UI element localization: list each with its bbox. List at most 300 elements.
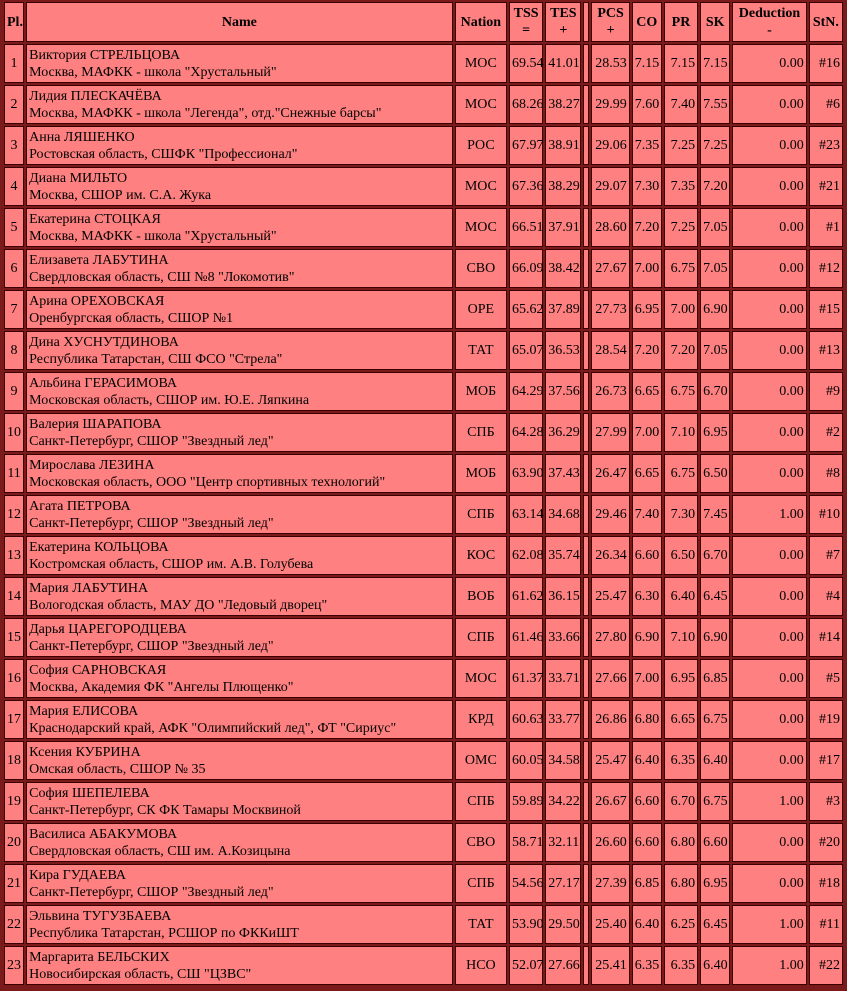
tes-cell: 36.53 <box>545 331 581 370</box>
tss-cell: 64.28 <box>509 413 543 452</box>
nation-cell: МОБ <box>455 454 507 493</box>
nation-cell: МОС <box>455 167 507 206</box>
pcs-cell: 25.40 <box>591 905 629 944</box>
deduction-cell: 0.00 <box>732 700 806 739</box>
skater-club: Москва, МАФКК - школа "Легенда", отд."Снежные барсы" <box>29 105 382 121</box>
place-cell: 15 <box>4 618 24 657</box>
header-tes <box>545 2 581 42</box>
skater-cell <box>26 372 453 411</box>
sk-cell: 6.45 <box>700 577 730 616</box>
skater-cell <box>26 659 453 698</box>
tes-cell: 35.74 <box>545 536 581 575</box>
sk-cell: 6.45 <box>700 905 730 944</box>
skater-club: Москва, МАФКК - школа "Хрустальный" <box>29 228 277 244</box>
tes-cell: 37.91 <box>545 208 581 247</box>
place-cell: 10 <box>4 413 24 452</box>
co-cell: 6.40 <box>632 741 662 780</box>
skater-name: Василиса АБАКУМОВА <box>29 826 178 842</box>
sk-cell: 7.55 <box>700 85 730 124</box>
header-pcs <box>591 2 629 42</box>
nation-cell: МОС <box>455 208 507 247</box>
table-row <box>4 208 843 247</box>
place-cell: 16 <box>4 659 24 698</box>
skater-club: Свердловская область, СШ им. А.Козицына <box>29 843 291 859</box>
pr-cell: 7.20 <box>664 331 698 370</box>
tss-cell: 66.09 <box>509 249 543 288</box>
tes-cell: 32.11 <box>545 823 581 862</box>
spacer-cell <box>583 782 589 821</box>
deduction-cell: 0.00 <box>732 331 806 370</box>
skater-cell <box>26 167 453 206</box>
table-row <box>4 331 843 370</box>
start-number-cell: #18 <box>809 864 843 903</box>
skater-name: Мирослава ЛЕЗИНА <box>29 457 155 473</box>
skater-cell <box>26 823 453 862</box>
pcs-cell: 25.41 <box>591 946 629 985</box>
tss-cell: 63.90 <box>509 454 543 493</box>
deduction-cell: 0.00 <box>732 85 806 124</box>
tss-cell: 67.97 <box>509 126 543 165</box>
sk-cell: 7.05 <box>700 249 730 288</box>
table-row <box>4 454 843 493</box>
header-tes-label: TES <box>550 6 577 21</box>
skater-cell <box>26 700 453 739</box>
pcs-cell: 26.60 <box>591 823 629 862</box>
spacer-cell <box>583 372 589 411</box>
table-row <box>4 44 843 83</box>
header-spacer <box>583 2 589 42</box>
pcs-cell: 27.66 <box>591 659 629 698</box>
skater-name: Дарья ЦАРЕГОРОДЦЕВА <box>29 621 187 637</box>
sk-cell: 6.60 <box>700 823 730 862</box>
table-row <box>4 659 843 698</box>
pr-cell: 7.15 <box>664 44 698 83</box>
place-cell: 19 <box>4 782 24 821</box>
skater-club: Республика Татарстан, СШ ФСО "Стрела" <box>29 351 283 367</box>
skater-club: Новосибирская область, СШ "ЦЗВС" <box>29 966 252 982</box>
skater-name: Агата ПЕТРОВА <box>29 498 131 514</box>
pr-cell: 7.25 <box>664 126 698 165</box>
spacer-cell <box>583 44 589 83</box>
skater-name: София ШЕПЕЛЕВА <box>29 785 150 801</box>
tes-cell: 34.22 <box>545 782 581 821</box>
place-cell: 11 <box>4 454 24 493</box>
sk-cell: 6.50 <box>700 454 730 493</box>
header-tss-sign: = <box>522 23 531 38</box>
skater-club: Омская область, СШОР № 35 <box>29 761 206 777</box>
tss-cell: 65.07 <box>509 331 543 370</box>
spacer-cell <box>583 577 589 616</box>
sk-cell: 7.20 <box>700 167 730 206</box>
spacer-cell <box>583 946 589 985</box>
tes-cell: 37.89 <box>545 290 581 329</box>
pcs-cell: 27.99 <box>591 413 629 452</box>
deduction-cell: 1.00 <box>732 905 806 944</box>
nation-cell: СПБ <box>455 782 507 821</box>
pcs-cell: 27.73 <box>591 290 629 329</box>
place-cell: 5 <box>4 208 24 247</box>
co-cell: 7.00 <box>632 413 662 452</box>
skater-name: Мария ЕЛИСОВА <box>29 703 139 719</box>
pcs-cell: 28.54 <box>591 331 629 370</box>
skater-club: Санкт-Петербург, СК ФК Тамары Москвиной <box>29 802 301 818</box>
pcs-cell: 28.60 <box>591 208 629 247</box>
skater-cell <box>26 536 453 575</box>
co-cell: 7.60 <box>632 85 662 124</box>
place-cell: 14 <box>4 577 24 616</box>
results-table <box>2 0 845 987</box>
sk-cell: 6.85 <box>700 659 730 698</box>
tes-cell: 27.17 <box>545 864 581 903</box>
tss-cell: 65.62 <box>509 290 543 329</box>
sk-cell: 7.05 <box>700 331 730 370</box>
tss-cell: 58.71 <box>509 823 543 862</box>
nation-cell: МОС <box>455 659 507 698</box>
tes-cell: 37.56 <box>545 372 581 411</box>
start-number-cell: #15 <box>809 290 843 329</box>
spacer-cell <box>583 700 589 739</box>
tss-cell: 59.89 <box>509 782 543 821</box>
start-number-cell: #6 <box>809 85 843 124</box>
nation-cell: КОС <box>455 536 507 575</box>
deduction-cell: 0.00 <box>732 126 806 165</box>
start-number-cell: #7 <box>809 536 843 575</box>
nation-cell: СПБ <box>455 495 507 534</box>
co-cell: 7.15 <box>632 44 662 83</box>
skater-name: Ксения КУБРИНА <box>29 744 141 760</box>
pr-cell: 6.75 <box>664 372 698 411</box>
place-cell: 23 <box>4 946 24 985</box>
sk-cell: 6.90 <box>700 290 730 329</box>
header-tss-label: TSS <box>513 6 539 21</box>
deduction-cell: 0.00 <box>732 44 806 83</box>
nation-cell: СПБ <box>455 413 507 452</box>
skater-name: София САРНОВСКАЯ <box>29 662 167 678</box>
skater-cell <box>26 413 453 452</box>
skater-club: Московская область, ООО "Центр спортивных технологий" <box>29 474 386 490</box>
tes-cell: 27.66 <box>545 946 581 985</box>
co-cell: 6.60 <box>632 536 662 575</box>
deduction-cell: 0.00 <box>732 249 806 288</box>
pr-cell: 6.35 <box>664 741 698 780</box>
tss-cell: 62.08 <box>509 536 543 575</box>
spacer-cell <box>583 290 589 329</box>
table-row <box>4 577 843 616</box>
skater-name: Эльвина ТУГУЗБАЕВА <box>29 908 172 924</box>
header-stn: StN. <box>809 2 843 42</box>
skater-club: Московская область, СШОР им. Ю.Е. Ляпкина <box>29 392 310 408</box>
nation-cell: ТАТ <box>455 331 507 370</box>
start-number-cell: #11 <box>809 905 843 944</box>
header-pcs-label: PCS <box>597 6 624 21</box>
co-cell: 7.30 <box>632 167 662 206</box>
pcs-cell: 29.07 <box>591 167 629 206</box>
skater-cell <box>26 905 453 944</box>
skater-cell <box>26 85 453 124</box>
place-cell: 12 <box>4 495 24 534</box>
skater-name: Маргарита БЕЛЬСКИХ <box>29 949 170 965</box>
table-row <box>4 413 843 452</box>
table-row <box>4 700 843 739</box>
sk-cell: 6.90 <box>700 618 730 657</box>
start-number-cell: #8 <box>809 454 843 493</box>
tss-cell: 52.07 <box>509 946 543 985</box>
tes-cell: 33.77 <box>545 700 581 739</box>
tss-cell: 66.51 <box>509 208 543 247</box>
co-cell: 6.95 <box>632 290 662 329</box>
header-deduction-sign: - <box>767 23 772 38</box>
skater-cell <box>26 946 453 985</box>
table-row <box>4 495 843 534</box>
skater-cell <box>26 126 453 165</box>
spacer-cell <box>583 126 589 165</box>
pcs-cell: 25.47 <box>591 577 629 616</box>
skater-name: Арина ОРЕХОВСКАЯ <box>29 293 165 309</box>
pcs-cell: 25.47 <box>591 741 629 780</box>
co-cell: 7.20 <box>632 331 662 370</box>
skater-name: Екатерина КОЛЬЦОВА <box>29 539 169 555</box>
skater-club: Москва, СШОР им. С.А. Жука <box>29 187 212 203</box>
deduction-cell: 0.00 <box>732 372 806 411</box>
place-cell: 7 <box>4 290 24 329</box>
pcs-cell: 28.53 <box>591 44 629 83</box>
pr-cell: 7.35 <box>664 167 698 206</box>
tes-cell: 36.15 <box>545 577 581 616</box>
skater-name: Дина ХУСНУТДИНОВА <box>29 334 179 350</box>
tes-cell: 38.42 <box>545 249 581 288</box>
table-row <box>4 741 843 780</box>
skater-cell <box>26 454 453 493</box>
pr-cell: 6.80 <box>664 864 698 903</box>
skater-cell <box>26 618 453 657</box>
header-co: CO <box>632 2 662 42</box>
table-row <box>4 618 843 657</box>
co-cell: 6.30 <box>632 577 662 616</box>
sk-cell: 7.25 <box>700 126 730 165</box>
table-row <box>4 864 843 903</box>
spacer-cell <box>583 864 589 903</box>
pcs-cell: 29.46 <box>591 495 629 534</box>
place-cell: 2 <box>4 85 24 124</box>
header-sk: SK <box>700 2 730 42</box>
skater-cell <box>26 249 453 288</box>
spacer-cell <box>583 823 589 862</box>
tes-cell: 34.68 <box>545 495 581 534</box>
sk-cell: 6.95 <box>700 413 730 452</box>
deduction-cell: 0.00 <box>732 413 806 452</box>
skater-cell <box>26 290 453 329</box>
skater-club: Свердловская область, СШ №8 "Локомотив" <box>29 269 295 285</box>
spacer-cell <box>583 495 589 534</box>
skater-club: Краснодарский край, АФК "Олимпийский лед", ФТ "Сириус" <box>29 720 397 736</box>
header-row <box>4 2 843 42</box>
skater-cell <box>26 577 453 616</box>
place-cell: 13 <box>4 536 24 575</box>
nation-cell: ОМС <box>455 741 507 780</box>
place-cell: 9 <box>4 372 24 411</box>
spacer-cell <box>583 167 589 206</box>
sk-cell: 7.15 <box>700 44 730 83</box>
sk-cell: 6.95 <box>700 864 730 903</box>
skater-club: Костромская область, СШОР им. А.В. Голубева <box>29 556 314 572</box>
nation-cell: ТАТ <box>455 905 507 944</box>
co-cell: 7.35 <box>632 126 662 165</box>
tss-cell: 69.54 <box>509 44 543 83</box>
spacer-cell <box>583 85 589 124</box>
tss-cell: 61.46 <box>509 618 543 657</box>
skater-club: Республика Татарстан, РСШОР по ФККиШТ <box>29 925 299 941</box>
start-number-cell: #23 <box>809 126 843 165</box>
co-cell: 7.00 <box>632 659 662 698</box>
tes-cell: 33.66 <box>545 618 581 657</box>
skater-club: Санкт-Петербург, СШОР "Звездный лед" <box>29 433 274 449</box>
co-cell: 6.40 <box>632 905 662 944</box>
start-number-cell: #3 <box>809 782 843 821</box>
pr-cell: 7.40 <box>664 85 698 124</box>
tss-cell: 53.90 <box>509 905 543 944</box>
pr-cell: 6.95 <box>664 659 698 698</box>
sk-cell: 6.70 <box>700 372 730 411</box>
pcs-cell: 27.39 <box>591 864 629 903</box>
tss-cell: 60.05 <box>509 741 543 780</box>
pr-cell: 6.65 <box>664 700 698 739</box>
place-cell: 3 <box>4 126 24 165</box>
header-nation: Nation <box>455 2 507 42</box>
co-cell: 7.00 <box>632 249 662 288</box>
start-number-cell: #20 <box>809 823 843 862</box>
co-cell: 6.60 <box>632 823 662 862</box>
sk-cell: 6.40 <box>700 946 730 985</box>
skater-club: Ростовская область, СШФК "Профессионал" <box>29 146 298 162</box>
tss-cell: 61.62 <box>509 577 543 616</box>
skater-club: Санкт-Петербург, СШОР "Звездный лед" <box>29 884 274 900</box>
tes-cell: 37.43 <box>545 454 581 493</box>
pr-cell: 6.35 <box>664 946 698 985</box>
co-cell: 6.65 <box>632 372 662 411</box>
spacer-cell <box>583 905 589 944</box>
skater-name: Анна ЛЯШЕНКО <box>29 129 135 145</box>
tes-cell: 41.01 <box>545 44 581 83</box>
nation-cell: СПБ <box>455 864 507 903</box>
header-tss <box>509 2 543 42</box>
skater-name: Кира ГУДАЕВА <box>29 867 127 883</box>
pcs-cell: 27.80 <box>591 618 629 657</box>
tss-cell: 68.26 <box>509 85 543 124</box>
skater-cell <box>26 864 453 903</box>
place-cell: 8 <box>4 331 24 370</box>
place-cell: 1 <box>4 44 24 83</box>
table-row <box>4 85 843 124</box>
pcs-cell: 26.34 <box>591 536 629 575</box>
spacer-cell <box>583 208 589 247</box>
place-cell: 4 <box>4 167 24 206</box>
pr-cell: 7.10 <box>664 618 698 657</box>
start-number-cell: #2 <box>809 413 843 452</box>
skater-name: Валерия ШАРАПОВА <box>29 416 162 432</box>
deduction-cell: 0.00 <box>732 577 806 616</box>
deduction-cell: 0.00 <box>732 167 806 206</box>
skater-name: Елизавета ЛАБУТИНА <box>29 252 169 268</box>
deduction-cell: 1.00 <box>732 946 806 985</box>
pcs-cell: 26.67 <box>591 782 629 821</box>
header-pcs-sign: + <box>606 23 615 38</box>
co-cell: 6.35 <box>632 946 662 985</box>
nation-cell: МОБ <box>455 372 507 411</box>
table-row <box>4 823 843 862</box>
header-deduction-label: Deduction <box>738 6 801 21</box>
sk-cell: 6.75 <box>700 782 730 821</box>
pr-cell: 6.80 <box>664 823 698 862</box>
place-cell: 18 <box>4 741 24 780</box>
start-number-cell: #21 <box>809 167 843 206</box>
spacer-cell <box>583 331 589 370</box>
spacer-cell <box>583 454 589 493</box>
table-row <box>4 782 843 821</box>
start-number-cell: #17 <box>809 741 843 780</box>
place-cell: 20 <box>4 823 24 862</box>
header-tes-sign: + <box>559 23 568 38</box>
nation-cell: РОС <box>455 126 507 165</box>
table-row <box>4 946 843 985</box>
deduction-cell: 0.00 <box>732 536 806 575</box>
start-number-cell: #13 <box>809 331 843 370</box>
tss-cell: 64.29 <box>509 372 543 411</box>
pcs-cell: 26.47 <box>591 454 629 493</box>
skater-name: Екатерина СТОЦКАЯ <box>29 211 161 227</box>
deduction-cell: 1.00 <box>732 495 806 534</box>
start-number-cell: #14 <box>809 618 843 657</box>
deduction-cell: 0.00 <box>732 659 806 698</box>
tes-cell: 29.50 <box>545 905 581 944</box>
spacer-cell <box>583 741 589 780</box>
nation-cell: СВО <box>455 823 507 862</box>
pr-cell: 6.25 <box>664 905 698 944</box>
pr-cell: 7.25 <box>664 208 698 247</box>
pcs-cell: 29.06 <box>591 126 629 165</box>
pr-cell: 6.70 <box>664 782 698 821</box>
start-number-cell: #19 <box>809 700 843 739</box>
tss-cell: 67.36 <box>509 167 543 206</box>
pr-cell: 7.10 <box>664 413 698 452</box>
tes-cell: 38.27 <box>545 85 581 124</box>
skater-cell <box>26 208 453 247</box>
deduction-cell: 0.00 <box>732 290 806 329</box>
skater-name: Лидия ПЛЕСКАЧЁВА <box>29 88 162 104</box>
skater-name: Виктория СТРЕЛЬЦОВА <box>29 47 181 63</box>
results-body <box>4 44 843 985</box>
start-number-cell: #16 <box>809 44 843 83</box>
nation-cell: СПБ <box>455 618 507 657</box>
deduction-cell: 0.00 <box>732 864 806 903</box>
tes-cell: 36.29 <box>545 413 581 452</box>
start-number-cell: #12 <box>809 249 843 288</box>
pr-cell: 6.75 <box>664 454 698 493</box>
skater-club: Москва, МАФКК - школа "Хрустальный" <box>29 64 277 80</box>
table-row <box>4 536 843 575</box>
tes-cell: 38.29 <box>545 167 581 206</box>
skater-name: Мария ЛАБУТИНА <box>29 580 149 596</box>
pr-cell: 7.30 <box>664 495 698 534</box>
skater-club: Москва, Академия ФК "Ангелы Плющенко" <box>29 679 294 695</box>
nation-cell: МОС <box>455 44 507 83</box>
skater-name: Альбина ГЕРАСИМОВА <box>29 375 178 391</box>
nation-cell: НСО <box>455 946 507 985</box>
skater-club: Санкт-Петербург, СШОР "Звездный лед" <box>29 638 274 654</box>
start-number-cell: #9 <box>809 372 843 411</box>
table-row <box>4 167 843 206</box>
tss-cell: 60.63 <box>509 700 543 739</box>
pcs-cell: 26.73 <box>591 372 629 411</box>
